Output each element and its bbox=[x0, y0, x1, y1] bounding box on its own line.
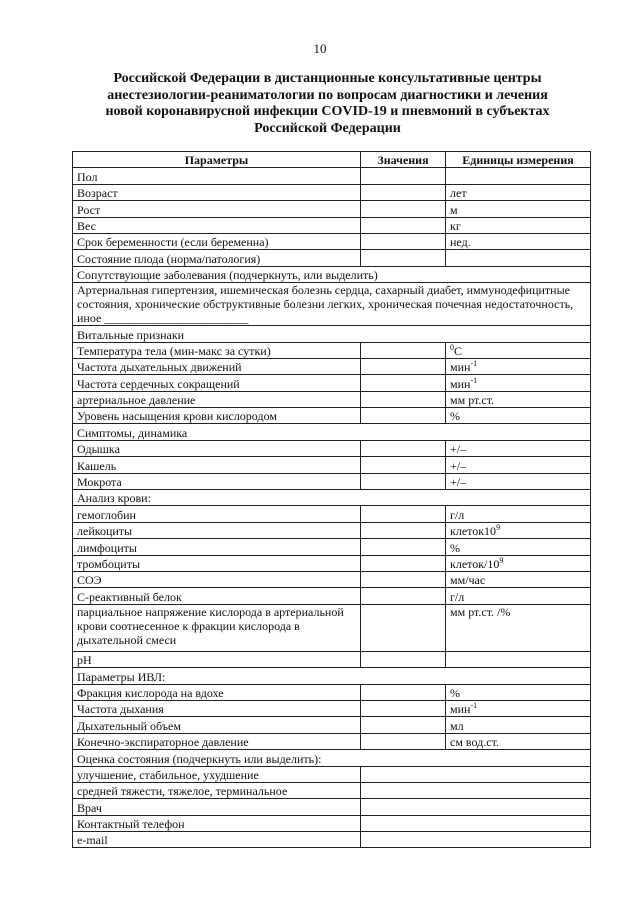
table-row bbox=[73, 684, 591, 700]
section-cell: Параметры ИВЛ: bbox=[73, 668, 591, 684]
param-cell: Пол bbox=[73, 168, 361, 184]
value-cell[interactable] bbox=[361, 473, 446, 489]
param-cell: Врач bbox=[73, 799, 361, 815]
unit-cell bbox=[446, 250, 591, 266]
table-row bbox=[73, 651, 591, 667]
section-cell: Симптомы, динамика bbox=[73, 424, 591, 440]
unit-text: +/– bbox=[450, 475, 467, 490]
unit-text: +/– bbox=[450, 442, 467, 457]
unit-cell bbox=[446, 391, 591, 407]
table-row bbox=[73, 522, 591, 538]
param-cell: СОЭ bbox=[73, 571, 361, 587]
unit-cell bbox=[446, 233, 591, 249]
value-cell[interactable] bbox=[361, 217, 446, 233]
unit-text: +/– bbox=[450, 458, 467, 473]
table-row bbox=[73, 424, 591, 440]
page-number: 10 bbox=[313, 41, 327, 56]
value-cell[interactable] bbox=[361, 588, 446, 604]
table-row bbox=[73, 766, 591, 782]
unit-cell bbox=[446, 604, 591, 651]
param-cell: лейкоциты bbox=[73, 522, 361, 538]
table-row bbox=[73, 555, 591, 571]
unit-text: кг bbox=[450, 218, 461, 233]
unit-superscript: 9 bbox=[499, 555, 504, 565]
unit-text: мин bbox=[450, 376, 471, 391]
value-cell[interactable] bbox=[361, 250, 446, 266]
value-cell[interactable] bbox=[361, 168, 446, 184]
unit-cell bbox=[446, 684, 591, 700]
unit-text: г/л bbox=[450, 589, 465, 604]
unit-text: клеток/10 bbox=[450, 556, 500, 571]
value-cell[interactable] bbox=[361, 201, 446, 217]
unit-cell bbox=[446, 201, 591, 217]
table-row bbox=[73, 250, 591, 266]
unit-cell bbox=[446, 571, 591, 587]
unit-text: нед. bbox=[450, 235, 471, 250]
unit-text: C bbox=[454, 343, 463, 358]
value-cell[interactable] bbox=[361, 391, 446, 407]
value-cell[interactable] bbox=[361, 766, 591, 782]
value-cell[interactable] bbox=[361, 717, 446, 733]
table-row bbox=[73, 668, 591, 684]
value-cell[interactable] bbox=[361, 604, 446, 651]
unit-cell bbox=[446, 375, 591, 391]
table-row bbox=[73, 358, 591, 374]
unit-text: мм рт.ст. bbox=[450, 393, 495, 408]
table-row bbox=[73, 799, 591, 815]
unit-text: м bbox=[450, 202, 458, 217]
unit-text: мм рт.ст. /% bbox=[450, 604, 511, 619]
param-cell: Конечно-экспираторное давление bbox=[73, 733, 361, 749]
param-cell: Фракция кислорода на вдохе bbox=[73, 684, 361, 700]
section-cell: Оценка состояния (подчеркнуть или выделить): bbox=[73, 750, 591, 766]
unit-text: % bbox=[450, 540, 460, 555]
param-cell: Одышка bbox=[73, 440, 361, 456]
param-cell: e-mail bbox=[73, 832, 361, 848]
table-row bbox=[73, 440, 591, 456]
unit-cell bbox=[446, 168, 591, 184]
unit-text: клеток10 bbox=[450, 524, 497, 539]
section-cell bbox=[73, 283, 591, 326]
table-row bbox=[73, 233, 591, 249]
unit-cell bbox=[446, 717, 591, 733]
table-row bbox=[73, 717, 591, 733]
value-cell[interactable] bbox=[361, 506, 446, 522]
value-cell[interactable] bbox=[361, 522, 446, 538]
value-cell[interactable] bbox=[361, 358, 446, 374]
unit-cell bbox=[446, 217, 591, 233]
value-cell[interactable] bbox=[361, 342, 446, 358]
table-row bbox=[73, 832, 591, 848]
section-text: Артериальная гипертензия, ишемическая болезнь сердца, сахарный диабет, иммунодефицитные состояния, хронические обструктивные болезни легких, хроническая почечная недостаточность, иное bbox=[77, 283, 574, 326]
value-cell[interactable] bbox=[361, 832, 591, 848]
unit-cell bbox=[446, 506, 591, 522]
section-cell: Анализ крови: bbox=[73, 490, 591, 506]
unit-superscript: -1 bbox=[470, 359, 478, 369]
param-cell: Дыхательный объем bbox=[73, 717, 361, 733]
param-cell: Срок беременности (если беременна) bbox=[73, 233, 361, 249]
value-cell[interactable] bbox=[361, 184, 446, 200]
unit-cell bbox=[446, 440, 591, 456]
param-cell: тромбоциты bbox=[73, 555, 361, 571]
header-units: Единицы измерения bbox=[446, 152, 591, 168]
unit-cell bbox=[446, 408, 591, 424]
table-row bbox=[73, 266, 591, 282]
unit-superscript: -1 bbox=[470, 701, 478, 711]
value-cell[interactable] bbox=[361, 684, 446, 700]
header-values: Значения bbox=[361, 152, 446, 168]
table-row bbox=[73, 283, 591, 326]
value-cell[interactable] bbox=[361, 700, 446, 716]
unit-superscript: -1 bbox=[470, 375, 478, 385]
param-cell: Рост bbox=[73, 201, 361, 217]
table-row bbox=[73, 217, 591, 233]
unit-text: % bbox=[450, 409, 460, 424]
param-cell: улучшение, стабильное, ухудшение bbox=[73, 766, 361, 782]
table-row bbox=[73, 604, 591, 651]
unit-cell bbox=[446, 700, 591, 716]
table-row bbox=[73, 733, 591, 749]
heading-line: Российской Федерации bbox=[254, 120, 401, 136]
param-cell: Мокрота bbox=[73, 473, 361, 489]
unit-text: мм/час bbox=[450, 573, 486, 588]
unit-cell bbox=[446, 342, 591, 358]
value-cell[interactable] bbox=[361, 408, 446, 424]
table-row bbox=[73, 408, 591, 424]
table-row bbox=[73, 539, 591, 555]
value-cell[interactable] bbox=[361, 375, 446, 391]
param-cell: Возраст bbox=[73, 184, 361, 200]
table-row bbox=[73, 782, 591, 798]
unit-text: г/л bbox=[450, 507, 465, 522]
table-row bbox=[73, 168, 591, 184]
section-cell: Витальные признаки bbox=[73, 326, 591, 342]
value-cell[interactable] bbox=[361, 539, 446, 555]
unit-superscript: 0 bbox=[450, 342, 454, 352]
heading-line: анестезиологии-реаниматологии по вопросам диагностики и лечения bbox=[107, 87, 548, 103]
blank-line[interactable]: ________________________ bbox=[101, 311, 249, 326]
param-cell: Состояние плода (норма/патология) bbox=[73, 250, 361, 266]
unit-cell bbox=[446, 473, 591, 489]
table-row bbox=[73, 457, 591, 473]
param-cell: артериальное давление bbox=[73, 391, 361, 407]
unit-cell bbox=[446, 588, 591, 604]
unit-text: мин bbox=[450, 702, 471, 717]
table-row bbox=[73, 342, 591, 358]
unit-cell bbox=[446, 457, 591, 473]
table-row bbox=[73, 506, 591, 522]
table-row bbox=[73, 375, 591, 391]
param-cell: Кашель bbox=[73, 457, 361, 473]
param-cell: Частота дыхательных движений bbox=[73, 358, 361, 374]
value-cell[interactable] bbox=[361, 651, 446, 667]
param-cell: гемоглобин bbox=[73, 506, 361, 522]
value-cell[interactable] bbox=[361, 555, 446, 571]
table-row bbox=[73, 490, 591, 506]
table-row bbox=[73, 700, 591, 716]
unit-cell bbox=[446, 555, 591, 571]
unit-text: мин bbox=[450, 360, 471, 375]
param-cell: Частота дыхания bbox=[73, 700, 361, 716]
value-cell[interactable] bbox=[361, 782, 591, 798]
table-row bbox=[73, 473, 591, 489]
table-header-row bbox=[73, 152, 591, 168]
unit-cell bbox=[446, 358, 591, 374]
unit-cell bbox=[446, 184, 591, 200]
value-cell[interactable] bbox=[361, 815, 591, 831]
param-cell: pH bbox=[73, 651, 361, 667]
value-cell[interactable] bbox=[361, 571, 446, 587]
heading-line: Российской Федерации в дистанционные консультативные центры bbox=[113, 71, 542, 86]
unit-cell bbox=[446, 522, 591, 538]
parameters-table bbox=[72, 151, 591, 848]
unit-text: см вод.ст. bbox=[450, 735, 499, 750]
table-row bbox=[73, 184, 591, 200]
table-row bbox=[73, 326, 591, 342]
table-row bbox=[73, 588, 591, 604]
table-row bbox=[73, 571, 591, 587]
value-cell[interactable] bbox=[361, 733, 446, 749]
table-row bbox=[73, 815, 591, 831]
unit-cell bbox=[446, 539, 591, 555]
value-cell[interactable] bbox=[361, 457, 446, 473]
header-params: Параметры bbox=[73, 152, 361, 168]
section-cell: Сопутствующие заболевания (подчеркнуть, или выделить) bbox=[73, 266, 591, 282]
table-row bbox=[73, 750, 591, 766]
param-cell: Вес bbox=[73, 217, 361, 233]
unit-text: мл bbox=[450, 718, 464, 733]
value-cell[interactable] bbox=[361, 233, 446, 249]
value-cell[interactable] bbox=[361, 799, 591, 815]
unit-text: лет bbox=[450, 186, 467, 201]
param-cell: Уровень насыщения крови кислородом bbox=[73, 408, 361, 424]
table-row bbox=[73, 391, 591, 407]
table-row bbox=[73, 201, 591, 217]
unit-superscript: 9 bbox=[496, 523, 501, 533]
form-heading bbox=[75, 71, 580, 137]
param-cell: С-реактивный белок bbox=[73, 588, 361, 604]
unit-cell bbox=[446, 733, 591, 749]
param-cell: Контактный телефон bbox=[73, 815, 361, 831]
unit-cell bbox=[446, 651, 591, 667]
param-cell: парциальное напряжение кислорода в артериальной крови соотнесенное к фракции кислорода в дыхательной смеси bbox=[73, 604, 361, 651]
param-cell: лимфоциты bbox=[73, 539, 361, 555]
param-cell: Температура тела (мин-макс за сутки) bbox=[73, 342, 361, 358]
param-cell: средней тяжести, тяжелое, терминальное bbox=[73, 782, 361, 798]
unit-text: % bbox=[450, 685, 460, 700]
heading-line: новой коронавирусной инфекции COVID-19 и пневмоний в субъектах bbox=[105, 104, 550, 119]
value-cell[interactable] bbox=[361, 440, 446, 456]
param-cell: Частота сердечных сокращений bbox=[73, 375, 361, 391]
